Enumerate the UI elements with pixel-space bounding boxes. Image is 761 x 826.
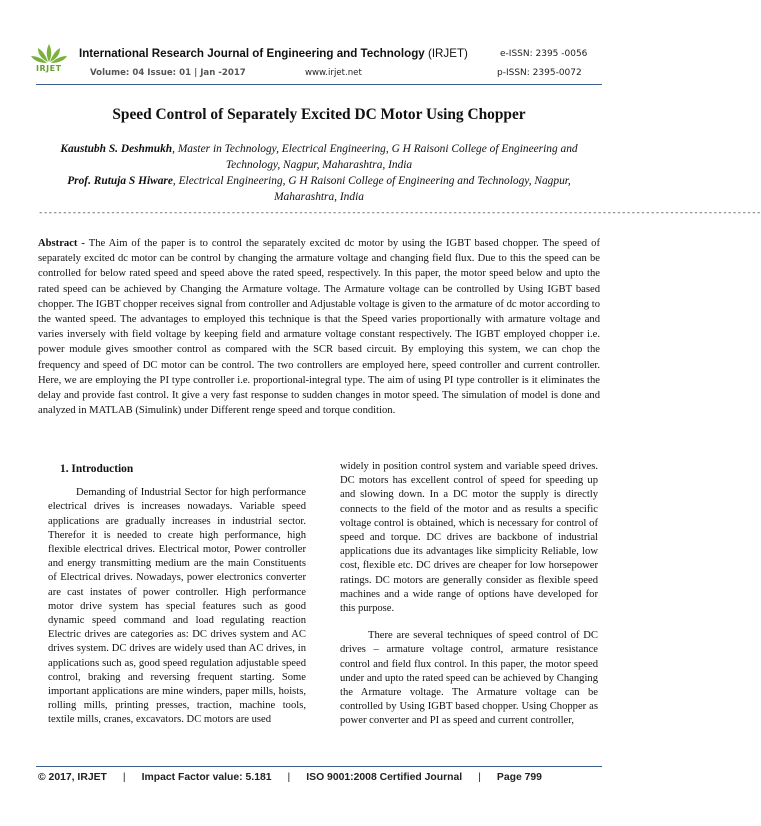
footer-separator: | (122, 772, 126, 783)
footer-iso: ISO 9001:2008 Certified Journal (306, 772, 463, 783)
abstract-text: The Aim of the paper is to control the separately excited dc motor by using the IGBT based chopper. The speed of separately excited dc motor can be control by changing the armature voltage and changing field flux. Due to this the speed can be controlled for below rated speed and speed above the rated speed, respectively. In this paper, the motor speed below and upto the rated speed can be achieved by Changing the Armature voltage. The Armature voltage can be controlled by Using IGBT based chopper. The IGBT chopper receives signal from controller and Adjustable voltage is given to the armature of dc motor according to the wanted speed. The advantages to employed this technique is that the Speed varies proportionally with armature voltage and varies inversely with field voltage by keeping field and armature voltage constant respectively. The IGBT employed chopper i.e. power module gives smoother control as compared with the SCR based circuit. By employing this system, we can chop the frequency and speed of DC motor can be control. The two controllers are employed here, speed controller and current controller. Here, we are employing the PI type controller i.e. proportional-integral type. The aim of using PI type controller is it eliminates the delay and provide fast control. It give a very fast response to sudden changes in motor speed. The simulation of model is done and analyzed in MATLAB (Simulink) under Different renge speed and torque condition. (38, 238, 600, 417)
section-heading: 1. Introduction (60, 463, 134, 475)
author-2 (40, 173, 598, 205)
journal-title (79, 47, 468, 60)
footer-separator: | (478, 772, 481, 783)
header-rule (36, 84, 602, 85)
intro-paragraph-1: Demanding of Industrial Sector for high performance electrical drives is increases nowadays. Variable speed applications are gradually increases in industrial sector. Therefor it is needed to create high performance, high flexible electrical drives. Electrical motor, Power controller and energy transmitting medium are the main Constituents of Electrical drives. Nowadays, power electronics converter are cast instates of power controller. High performance motor drive system has special features such as good dynamic speed command and load regulating reaction Electric drives are categories as: DC drives system and AC drives system. DC drives are widely used than AC drives, in applications such as, good speed regulation adjustable speed control, braking and reversing frequent starting. Some important applications are mine winders, paper mills, hoists, rolling mills, printing presses, traction, machine tools, textile mills, cranes, excavators. DC motors are used (48, 487, 306, 726)
intro-paragraph-3: There are several techniques of speed control of DC drives – armature voltage control, armature resistance control and field flux control. In this paper, the motor speed under and upto the rated speed can be achieved by Changing the Armature voltage. The Armature voltage can be controlled by Using IGBT based chopper. Using Chopper as power converter and PI as speed and current controller, (340, 630, 598, 727)
irjet-logo-icon (28, 40, 70, 82)
footer-rule (36, 766, 602, 767)
journal-name: International Research Journal of Engineering and Technology (79, 47, 425, 60)
right-column (340, 460, 598, 729)
separator-line: ------------------------------------------------------------------------------------------------------------------------------------------------------ (38, 208, 761, 218)
journal-abbr: (IRJET) (427, 47, 468, 60)
footer-separator: | (287, 772, 291, 783)
website-link[interactable]: www.irjet.net (305, 68, 362, 78)
e-issn: e-ISSN: 2395 -0056 (500, 49, 588, 59)
p-issn: p-ISSN: 2395-0072 (497, 68, 582, 78)
logo-text: IRJET (36, 64, 62, 73)
intro-paragraph-2: widely in position control system and variable speed drives. DC motors has excellent control of speed for speeding up and slowing down. In a DC motor the supply is directly connects to the field of the motor and as results a specific voltage control is obtained, which is necessary for control of speed and torque. DC drives are backbone of industrial applications due its advantages like simplicity Reliable, low cost, flexible etc. DC drives are cheaper for low horsepower ratings. DC motors are generally consider as flexible speed machines and a wide range of options have developed for this purpose. (340, 461, 598, 615)
footer (38, 772, 542, 783)
paper-title: Speed Control of Separately Excited DC Motor Using Chopper (112, 106, 526, 123)
author-2-affiliation: , Electrical Engineering, G H Raisoni College of Engineering and Technology, Nagpur, Maharashtra, India (172, 175, 571, 203)
abstract-label: Abstract - (38, 238, 85, 249)
author-block (40, 141, 598, 205)
footer-copyright: © 2017, IRJET (38, 772, 107, 783)
footer-page-number: Page 799 (496, 772, 542, 783)
author-1-affiliation: , Master in Technology, Electrical Engineering, G H Raisoni College of Engineering and Technology, Nagpur, Maharashtra, India (172, 143, 578, 171)
left-column (48, 462, 306, 728)
author-1 (40, 141, 598, 173)
author-2-name: Prof. Rutuja S Hiware (67, 175, 173, 187)
abstract (38, 236, 600, 418)
footer-impact-factor: Impact Factor value: 5.181 (141, 772, 272, 783)
volume-info: Volume: 04 Issue: 01 | Jan -2017 (90, 68, 246, 78)
author-1-name: Kaustubh S. Deshmukh (60, 143, 173, 155)
